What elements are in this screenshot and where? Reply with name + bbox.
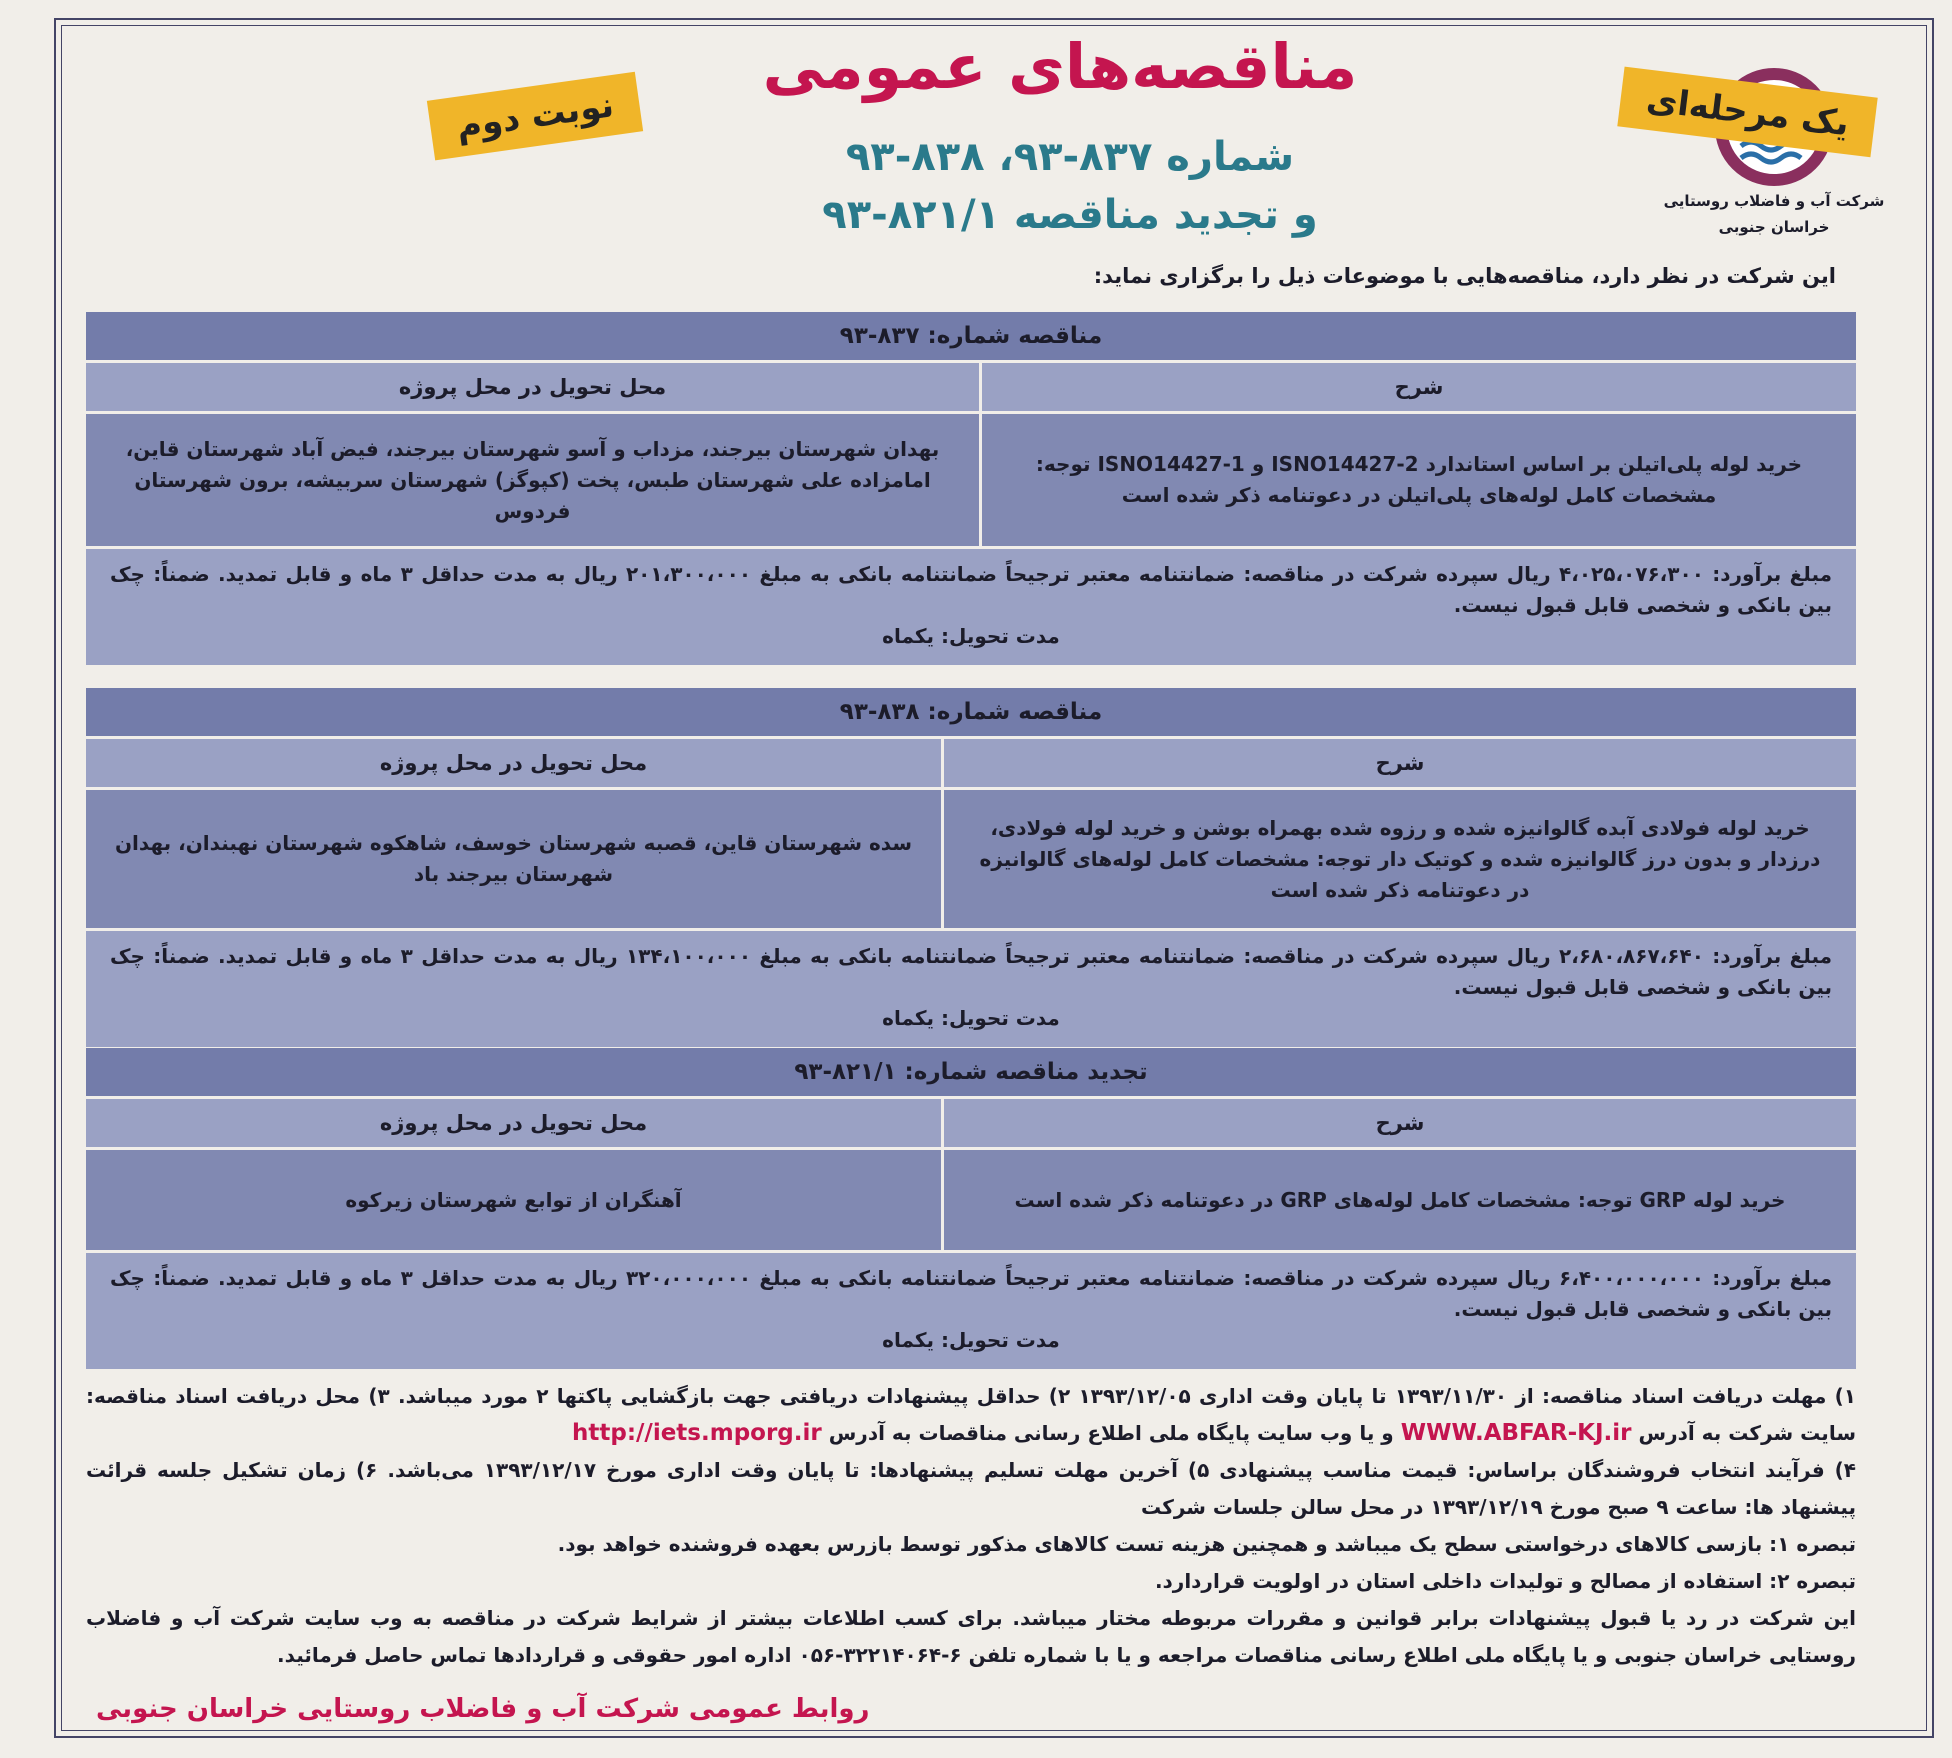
tender-terms — [86, 928, 1856, 1047]
description-header: شرح — [982, 360, 1856, 414]
tender-terms — [86, 546, 1856, 665]
delivery-location: آهنگران از توابع شهرستان زیرکوه — [345, 1187, 682, 1212]
renewed-tender-number: و تجدید مناقصه ۸۲۱/۱-۹۳ — [822, 192, 1318, 238]
tender-description: خرید لوله پلی‌اتیلن بر اساس استاندارد ISNO14427-2 و ISNO14427-1 توجه: مشخصات کامل لوله‌های پلی‌اتیلن در دعوتنامه ذکر شده است — [1035, 452, 1803, 507]
company-website-link[interactable]: WWW.ABFAR-KJ.ir — [1400, 1420, 1632, 1446]
logo-company-name: شرکت آب و فاضلاب روستایی — [1663, 192, 1885, 210]
tender-terms-text: مبلغ برآورد: ۴،۰۲۵،۰۷۶،۳۰۰ ریال سپرده شرکت در مناقصه: ضمانتنامه معتبر ترجیحاً ضمانتنامه بانکی به مبلغ ۲۰۱،۳۰۰،۰۰۰ ریال به مدت حداقل ۳ ماه و قابل تمدید. ضمناً: چک بین بانکی و شخصی قابل قبول نیست. — [110, 562, 1832, 617]
note-1: تبصره ۱: بازسی کالاهای درخواستی سطح یک میباشد و همچنین هزینه تست کالاهای مذکور توسط بازرس بعهده فروشنده خواهد بود. — [557, 1532, 1856, 1556]
selection-and-deadline: ۴) فرآیند انتخاب فروشندگان براساس: قیمت مناسب پیشنهادی ۵) آخرین مهلت تسلیم پیشنهادها: تا پایان وقت اداری مورخ ۱۳۹۳/۱۲/۱۷ می‌باشد. ۶) زمان تشکیل جلسه قرائت پیشنهاد ها: ساعت ۹ صبح مورخ ۱۳۹۳/۱۲/۱۹ در محل سالن جلسات شرکت — [86, 1458, 1857, 1519]
delivery-period: مدت تحویل: یکماه — [882, 624, 1060, 648]
round-tag: نوبت دوم — [427, 72, 643, 161]
tender-block — [86, 312, 1856, 665]
tender-heading: مناقصه شماره: ۸۳۸-۹۳ — [86, 688, 1856, 736]
note-2: تبصره ۲: استفاده از مصالح و تولیدات داخلی استان در اولویت قراردارد. — [1154, 1569, 1856, 1593]
tender-portal-link[interactable]: http://iets.mporg.ir — [572, 1420, 822, 1446]
conditions-paragraph — [86, 1378, 1856, 1452]
intro-text: این شرکت در نظر دارد، مناقصه‌هایی با موضوعات ذیل را برگزاری نماید: — [1093, 264, 1836, 288]
tender-block — [86, 688, 1856, 1047]
tender-heading: مناقصه شماره: ۸۳۷-۹۳ — [86, 312, 1856, 360]
tender-description: خرید لوله GRP توجه: مشخصات کامل لوله‌های GRP در دعوتنامه ذکر شده است — [1014, 1187, 1786, 1212]
description-header: شرح — [944, 1096, 1856, 1150]
tender-block — [86, 1048, 1856, 1369]
conditions-text: و یا وب سایت پایگاه ملی اطلاع رسانی مناقصات به آدرس — [828, 1421, 1394, 1445]
page-title: مناقصه‌های عمومی — [762, 30, 1358, 103]
conditions-text: ۱) مهلت دریافت اسناد مناقصه: از ۱۳۹۳/۱۱/۳۰ تا پایان وقت اداری ۱۳۹۳/۱۲/۰۵ ۲) حداقل پیشنهادات دریافتی جهت بازگشایی پاکتها ۲ مورد میباشد. ۳) محل دریافت اسناد مناقصه: سایت شرکت به آدرس — [86, 1384, 1856, 1445]
stage-tag: یک مرحله‌ای — [1617, 67, 1878, 158]
tender-terms-text: مبلغ برآورد: ۲،۶۸۰،۸۶۷،۶۴۰ ریال سپرده شرکت در مناقصه: ضمانتنامه معتبر ترجیحاً ضمانتنامه بانکی به مبلغ ۱۳۴،۱۰۰،۰۰۰ ریال به مدت حداقل ۳ ماه و قابل تمدید. ضمناً: چک بین بانکی و شخصی قابل قبول نیست. — [110, 944, 1832, 999]
location-header: محل تحویل در محل پروژه — [86, 1096, 941, 1150]
delivery-period: مدت تحویل: یکماه — [882, 1328, 1060, 1352]
delivery-period: مدت تحویل: یکماه — [882, 1006, 1060, 1030]
public-relations-signature: روابط عمومی شرکت آب و فاضلاب روستایی خراسان جنوبی — [96, 1694, 870, 1724]
location-header: محل تحویل در محل پروژه — [86, 736, 941, 790]
tender-description: خرید لوله فولادی آبده گالوانیزه شده و رزوه شده بهمراه بوشن و خرید لوله فولادی، درزدار و بدون درز گالوانیزه شده و کوتیک دار توجه: مشخصات کامل لوله‌های گالوانیزه در دعوتنامه ذکر شده است — [979, 815, 1821, 902]
logo-region: خراسان جنوبی — [1718, 217, 1830, 236]
delivery-location: بهدان شهرستان بیرجند، مزداب و آسو شهرستان بیرجند، فیض آباد شهرستان قاین، امامزاده علی شهرستان طبس، پخت (کپوگز) شهرستان سربیشه، برون شهرستان فردوس — [125, 436, 940, 523]
tender-conditions — [86, 1378, 1856, 1674]
delivery-location: سده شهرستان قاین، قصبه شهرستان خوسف، شاهکوه شهرستان نهبندان، بهدان شهرستان بیرجند باد — [114, 831, 913, 886]
description-header: شرح — [944, 736, 1856, 790]
tender-terms-text: مبلغ برآورد: ۶،۴۰۰،۰۰۰،۰۰۰ ریال سپرده شرکت در مناقصه: ضمانتنامه معتبر ترجیحاً ضمانتنامه بانکی به مبلغ ۳۲۰،۰۰۰،۰۰۰ ریال به مدت حداقل ۳ ماه و قابل تمدید. ضمناً: چک بین بانکی و شخصی قابل قبول نیست. — [110, 1266, 1832, 1321]
contact-info: این شرکت در رد یا قبول پیشنهادات برابر قوانین و مقررات مربوطه مختار میباشد. برای کسب اطلاعات بیشتر از شرایط شرکت در مناقصه به وب سایت شرکت آب و فاضلاب روستایی خراسان جنوبی و یا پایگاه ملی اطلاع رسانی مناقصات مراجعه و یا با شماره تلفن ۶-۳۲۲۱۴۰۶۴-۰۵۶ اداره امور حقوقی و قراردادها تماس حاصل فرمائید. — [86, 1606, 1856, 1667]
tender-terms — [86, 1250, 1856, 1369]
location-header: محل تحویل در محل پروژه — [86, 360, 979, 414]
tender-heading: تجدید مناقصه شماره: ۸۲۱/۱-۹۳ — [86, 1048, 1856, 1096]
tender-numbers: شماره ۸۳۷-۹۳، ۸۳۸-۹۳ — [845, 134, 1295, 180]
